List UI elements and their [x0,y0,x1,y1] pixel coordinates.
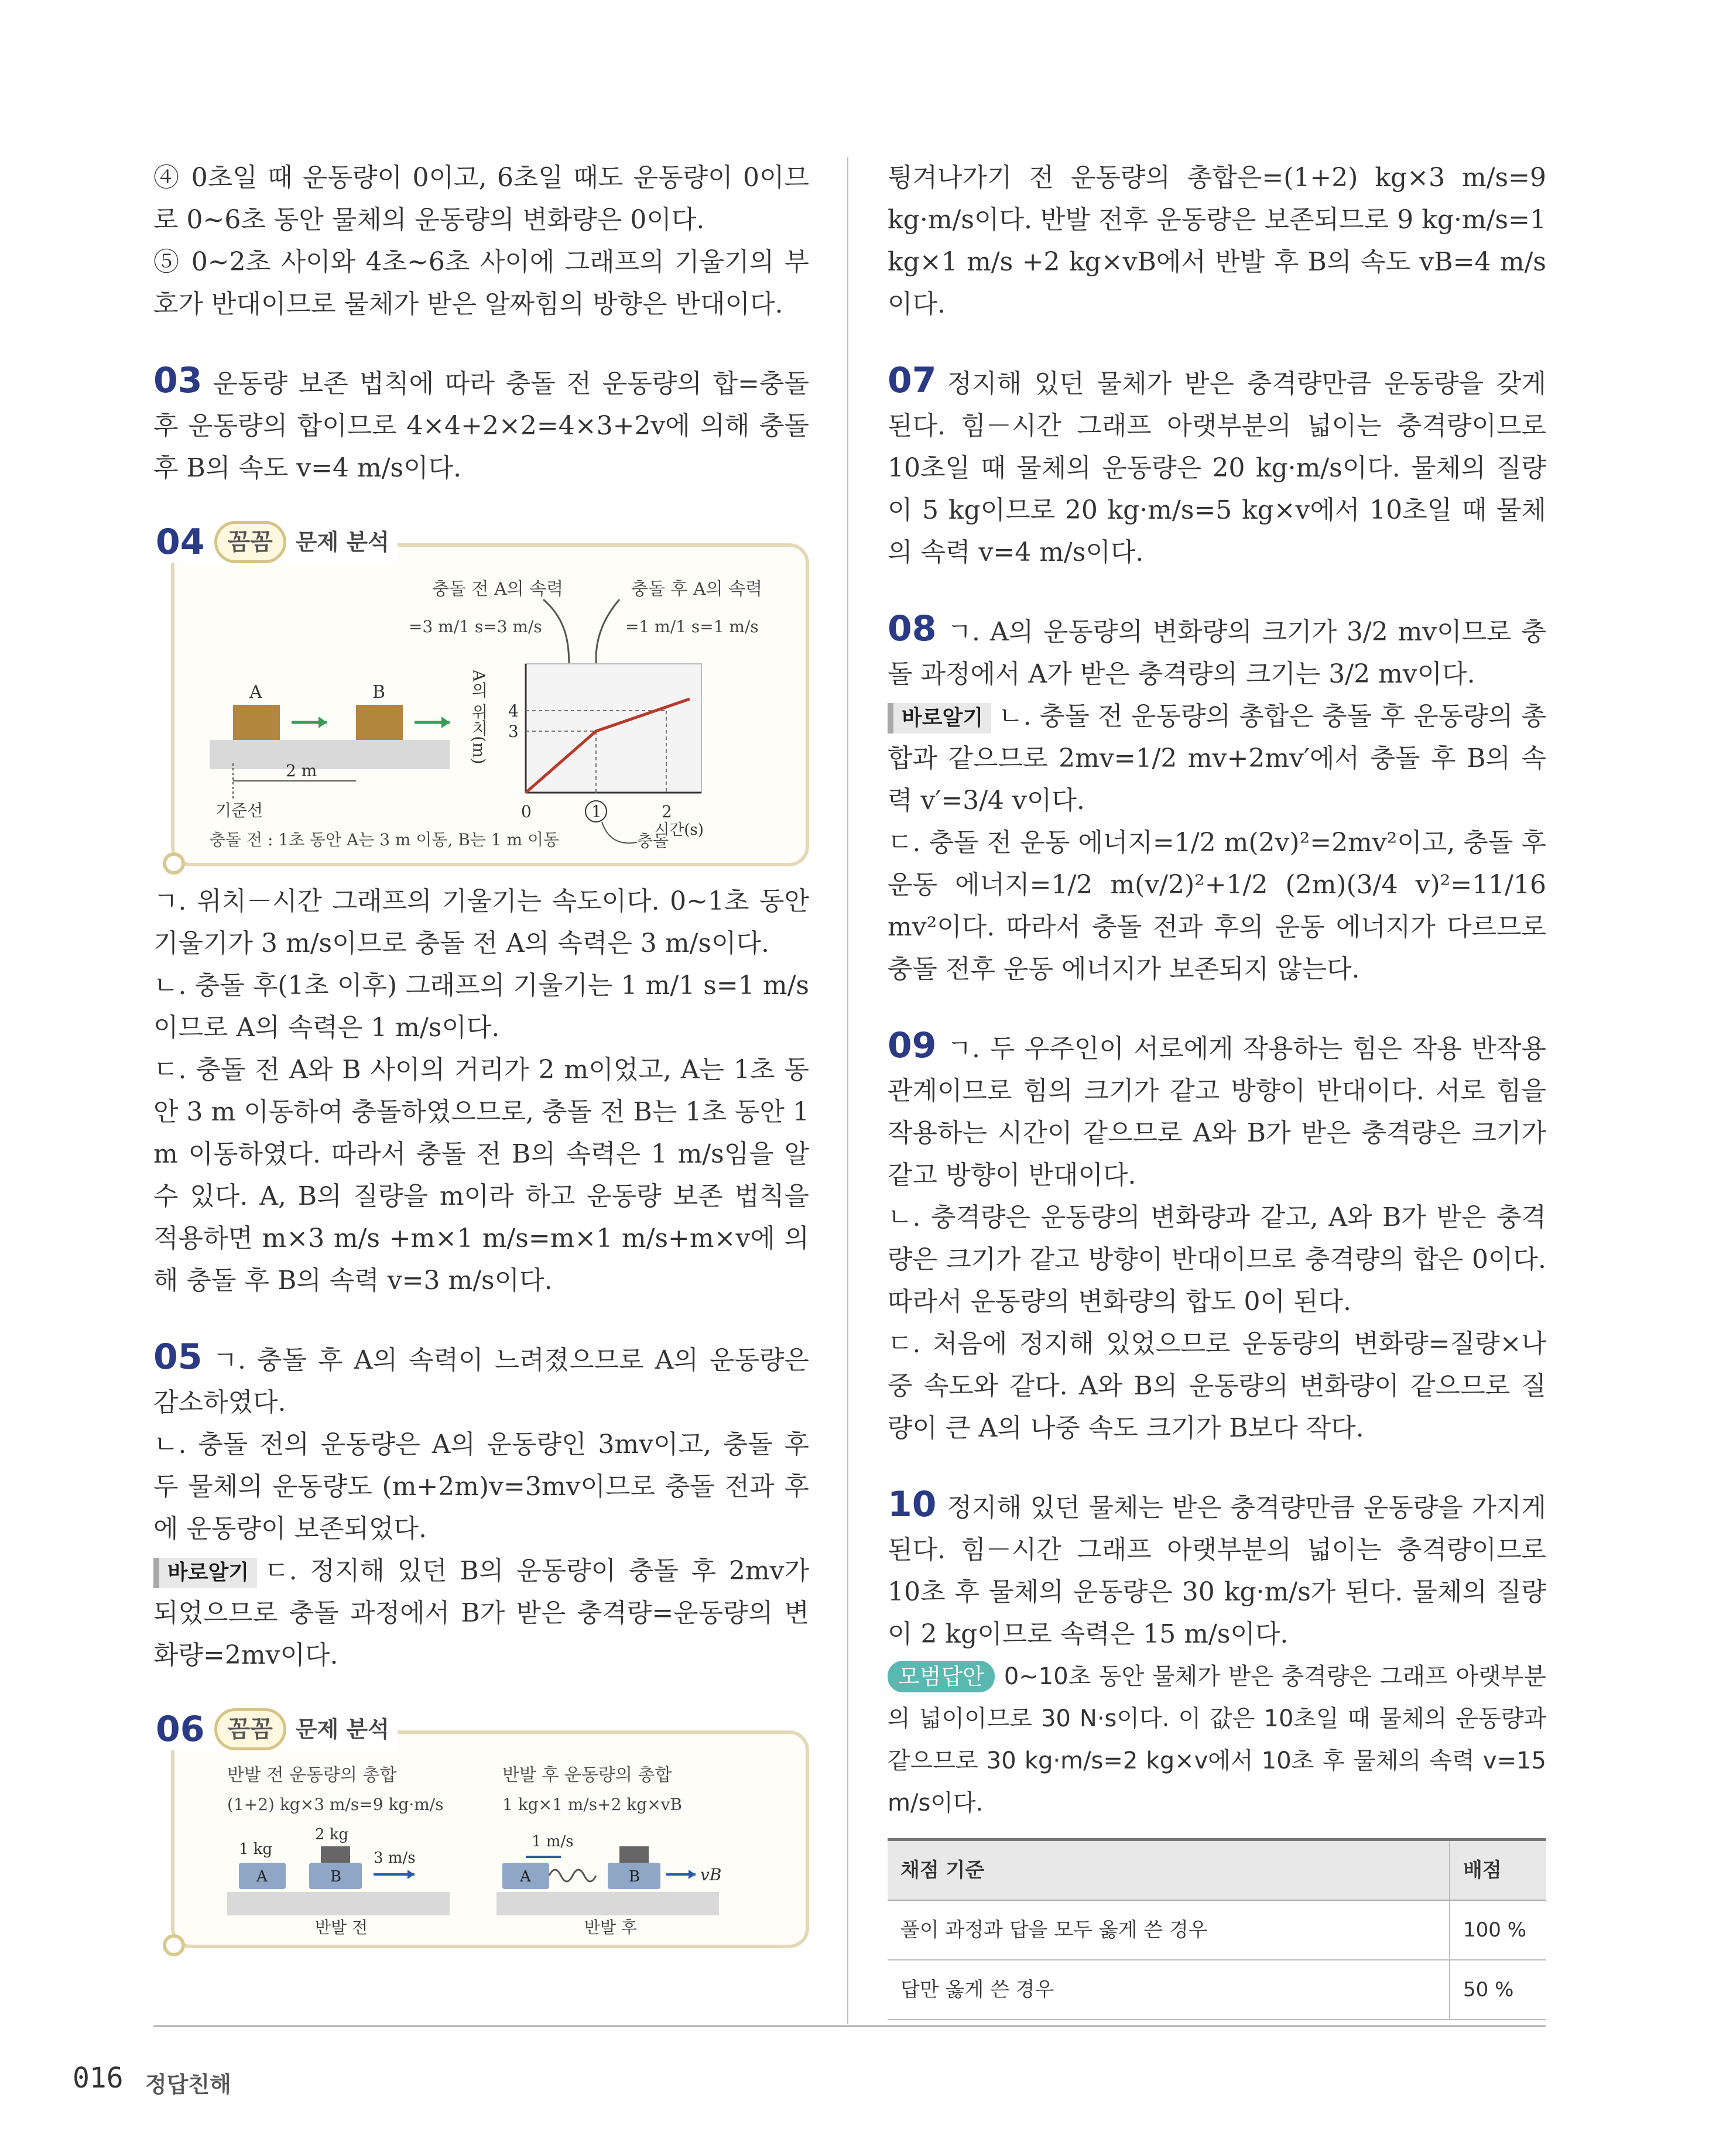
table-header-row [888,1840,1546,1901]
spring [549,1870,596,1881]
answer-09-n: ㄴ. 충격량은 운동량의 변화량과 같고, A와 B가 받은 충격량은 크기가 같고 방향이 반대이므로 충격량의 합은 0이다. 따라서 운동량의 변화량의 합도 0이 된다. [888,1202,1546,1317]
book-title: 정답친해 [145,2072,231,2097]
question-number-10: 10 [888,1484,937,1525]
x-tick-2: 2 [662,802,672,821]
label-before: 반발 전 [315,1918,368,1937]
y-axis-label: A의 위치(m) [469,670,489,765]
baseline-label: 기준선 [215,801,263,820]
answer-05-d [153,1550,809,1677]
before-collision-note: 충돌 전 : 1초 동안 A는 3 m 이동, B는 1 m 이동 [210,830,560,849]
column-divider [847,157,848,2024]
weight-b [321,1846,350,1863]
svg-text:A: A [520,1868,531,1886]
speed-before: 3 m/s [374,1849,416,1867]
answer-07 [888,359,1546,574]
answer-04-n: ㄴ. 충돌 후(1초 이후) 그래프의 기울기는 1 m/1 s=1 m/s이므로 A의 속력은 1 m/s이다. [153,971,809,1043]
box-title-06: 문제 분석 [295,1716,389,1742]
analysis-box-04 [156,522,809,866]
distance-label: 2 m [286,761,317,780]
answer-08-n-text: ㄴ. 충돌 전 운동량의 총합은 충돌 후 운동량의 총합과 같으므로 2mv=1/2 mv+2mv′에서 충돌 후 B의 속력 v′=3/4 v이다. [888,701,1546,815]
y-tick-3: 3 [508,722,519,741]
svg-text:B: B [330,1868,342,1886]
block-a-label: A [249,682,262,702]
analysis-box-06 [156,1709,809,1948]
answer-04-d: ㄷ. 충돌 전 A와 B 사이의 거리가 2 m이었고, A는 1초 동안 3 m 이동하여 충돌하였으므로, 충돌 전 B는 1초 동안 1 m 이동하였다. 따라서 충돌 전 B의 속력은 1 m/s임을 알 수 있다. A, B의 질량을 m이라 하고 운동량 보존 법칙을 적용하면 m×3 m/s +m×1 m/s=m×1 m/s+m×v에 의해 충돌 후 B의 속력 v=3 m/s이다. [153,1055,809,1295]
box-title: 문제 분석 [295,529,389,555]
block-a [233,705,280,740]
left-column [153,157,809,1948]
vb-label: vB [700,1865,722,1884]
criteria-cell: 답만 옳게 쓴 경우 [888,1960,1450,2020]
label-after: 반발 후 [584,1918,638,1937]
answer-03 [153,359,809,489]
question-number-07: 07 [888,360,937,401]
answer-10 [888,1483,1546,1655]
x-tick-0: 0 [521,802,532,821]
mass-b: 2 kg [315,1826,349,1843]
answer-09-g [888,1024,1546,1197]
answer-07-text: 정지해 있던 물체가 받은 충격량만큼 운동량을 갖게 된다. 힘－시간 그래프 아랫부분의 넓이는 충격량이므로 10초일 때 물체의 운동량은 20 kg·m/s이다. 물체의 질량이 5 kg이므로 20 kg·m/s=5 kg×v에서 10초일 때 물체의 속력 v=4 m/s이다. [888,369,1546,567]
correction-tag-08: 바로알기 [888,703,991,733]
answer-08-g [888,608,1546,695]
label-before-speed: 충돌 전 A의 속력 [432,579,564,599]
track-after [496,1892,719,1915]
prev-answer-5: ⑤ 0~2초 사이와 4초~6초 사이에 그래프의 기울기의 부호가 반대이므로 물체가 받은 알짜힘의 방향은 반대이다. [153,247,809,319]
question-number-03: 03 [153,360,203,401]
answer-09-d: ㄷ. 처음에 정지해 있었으므로 운동량의 변화량=질량×나중 속도와 같다. A와 B의 운동량의 변화량이 같으므로 질량이 큰 A의 나중 속도 크기가 B보다 작다. [888,1329,1546,1443]
label-after-speed: 충돌 후 A의 속력 [631,579,763,599]
before-total-title: 반발 전 운동량의 총합 [227,1765,397,1785]
scoring-table [888,1838,1546,2020]
score-cell: 100 % [1450,1900,1546,1960]
question-number-08: 08 [888,608,937,649]
question-number-06: 06 [156,1709,205,1750]
scoring-criteria-header: 채점 기준 [888,1840,1450,1901]
question-number-04: 04 [156,522,205,563]
x-axis-label: 시간(s) [655,821,704,839]
right-column [888,157,1546,2020]
kkomkkom-badge: 꼼꼼 [214,521,286,563]
after-total-title: 반발 후 운동량의 총합 [502,1765,672,1785]
collision-label: 충돌 [637,831,669,851]
svg-text:B: B [629,1868,641,1886]
before-total-eq: (1+2) kg×3 m/s=9 kg·m/s [227,1795,444,1814]
rebound-figure [174,1734,807,1939]
answer-08-n [888,695,1546,822]
question-number-09: 09 [888,1025,937,1066]
track-before [227,1892,450,1915]
table-row [888,1960,1546,2020]
kkomkkom-badge-06: 꼼꼼 [214,1708,286,1750]
prev-answer-4: ④ 0초일 때 운동량이 0이고, 6초일 때도 운동량이 0이므로 0~6초 동안 물체의 운동량의 변화량은 0이다. [153,163,809,235]
after-total-eq: 1 kg×1 m/s+2 kg×vB [502,1795,683,1814]
speed-after: 1 m/s [532,1833,574,1850]
model-answer-tag: 모범답안 [888,1661,995,1692]
answer-05-g [153,1336,809,1424]
table-row [888,1900,1546,1960]
svg-text:A: A [256,1868,268,1886]
block-b [356,705,403,740]
y-tick-4: 4 [508,701,519,721]
model-answer [888,1655,1546,1824]
label-before-value: =3 m/1 s=3 m/s [409,617,542,636]
answer-06-cont: 튕겨나가기 전 운동량의 총합은=(1+2) kg×3 m/s=9 kg·m/s이다. 반발 전후 운동량은 보존되므로 9 kg·m/s=1 kg×1 m/s +2 kg×vB에서 반발 후 B의 속도 vB=4 m/s이다. [888,163,1546,319]
mass-a: 1 kg [239,1840,273,1858]
block-b-label: B [372,682,386,702]
position-time-figure [174,547,807,851]
answer-05-n: ㄴ. 충돌 전의 운동량은 A의 운동량인 3mv이고, 충돌 후 두 물체의 운동량도 (m+2m)v=3mv이므로 충돌 전과 후에 운동량이 보존되었다. [153,1430,809,1544]
score-cell: 50 % [1450,1960,1546,2020]
answer-05-d-text: ㄷ. 정지해 있던 B의 운동량이 충돌 후 2mv가 되었으므로 충돌 과정에서 B가 받은 충격량=운동량의 변화량=2mv이다. [153,1556,809,1670]
answer-05-g-text: ㄱ. 충돌 후 A의 속력이 느려졌으므로 A의 운동량은 감소하였다. [153,1345,810,1417]
criteria-cell: 풀이 과정과 답을 모두 옳게 쓴 경우 [888,1900,1450,1960]
score-header: 배점 [1450,1840,1546,1901]
answer-03-text: 운동량 보존 법칙에 따라 충돌 전 운동량의 합=충돌 후 운동량의 합이므로 4×4+2×2=4×3+2v에 의해 충돌 후 B의 속도 v=4 m/s이다. [153,369,809,483]
answer-10-text: 정지해 있던 물체는 받은 충격량만큼 운동량을 가지게 된다. 힘－시간 그래프 아랫부분의 넓이는 충격량이므로 10초 후 물체의 운동량은 30 kg·m/s가 된다. 물체의 질량이 2 kg이므로 속력은 15 m/s이다. [888,1493,1546,1649]
answer-08-g-text: ㄱ. A의 운동량의 변화량의 크기가 3/2 mv이므로 충돌 과정에서 A가 받은 충격량의 크기는 3/2 mv이다. [888,617,1546,689]
question-number-05: 05 [153,1336,203,1377]
label-after-value: =1 m/1 s=1 m/s [625,617,759,636]
correction-tag: 바로알기 [153,1558,257,1588]
answer-08-d: ㄷ. 충돌 전 운동 에너지=1/2 m(2v)²=2mv²이고, 충돌 후 운동 에너지=1/2 m(v/2)²+1/2 (2m)(3/4 v)²=11/16 mv²이다. 따라서 충돌 전과 후의 운동 에너지가 다르므로 충돌 전후 운동 에너지가 보존되지 않는다. [888,828,1546,984]
plot-area [526,664,701,793]
page-number: 016 [73,2062,124,2095]
model-answer-text: 0~10초 동안 물체가 받은 충격량은 그래프 아랫부분의 넓이이므로 30 N·s이다. 이 값은 10초일 때 물체의 운동량과 같으므로 30 kg·m/s=2 kg×v에서 10초 후 물체의 속력 v=15 m/s이다. [888,1663,1546,1816]
ground [210,740,450,769]
x-tick-1: 1 [591,802,602,821]
footer-rule [153,2025,1546,2027]
answer-04-g: ㄱ. 위치－시간 그래프의 기울기는 속도이다. 0~1초 동안 기울기가 3 m/s이므로 충돌 전 A의 속력은 3 m/s이다. [153,886,809,958]
answer-09-g-text: ㄱ. 두 우주인이 서로에게 작용하는 힘은 작용 반작용 관계이므로 힘의 크기가 같고 방향이 반대이다. 서로 힘을 작용하는 시간이 같으므로 A와 B가 받은 충격량은 크기가 같고 방향이 반대이다. [888,1034,1546,1190]
